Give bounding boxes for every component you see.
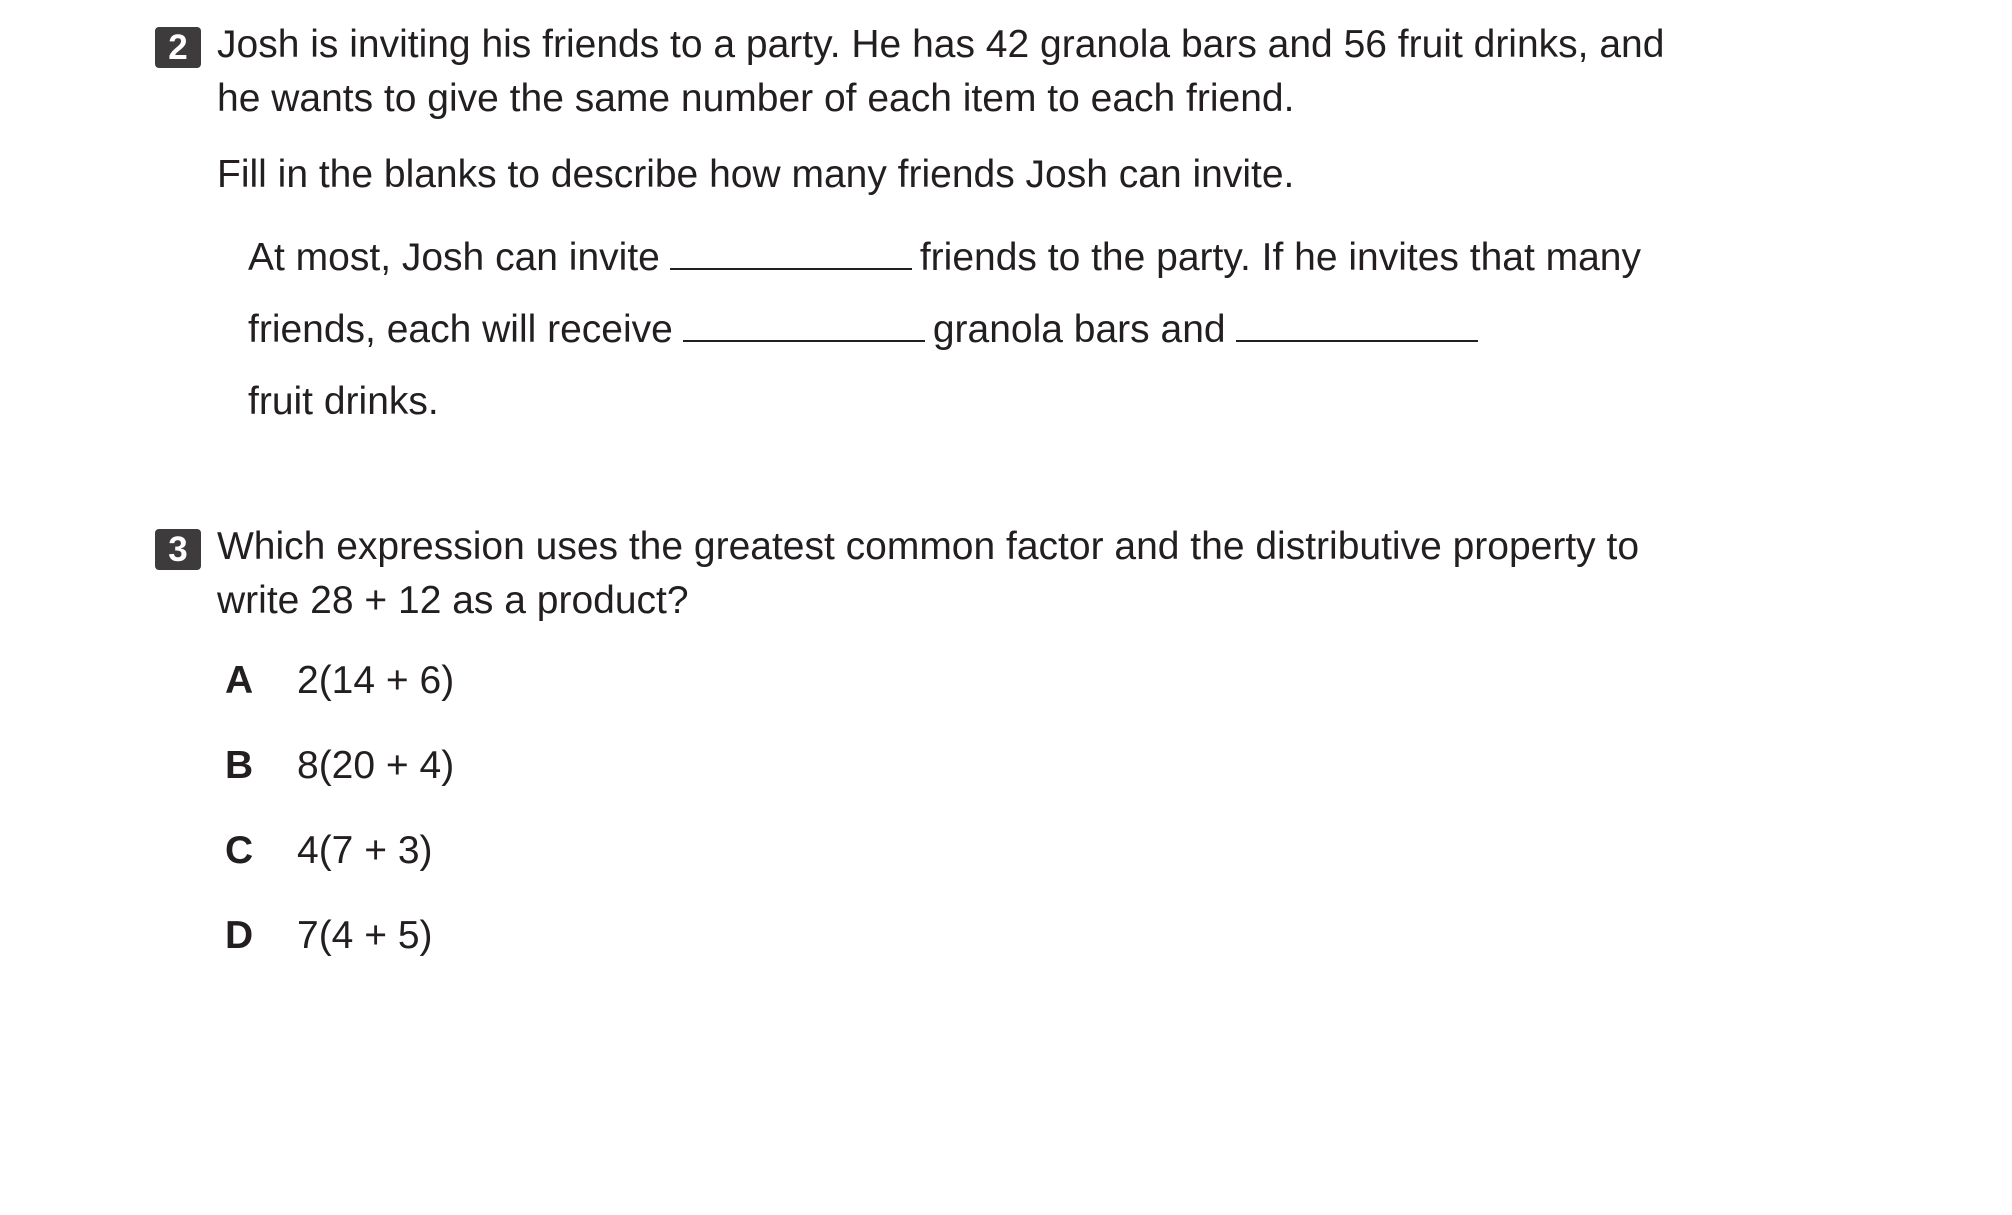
question-text: Which expression uses the greatest common factor and the distributive property to write 28 + 12 as a product? [217, 525, 1640, 622]
fill-text-2: friends to the party. If he invites that many friends, each will receive [248, 236, 1641, 351]
choice-text: 2(14 + 6) [297, 659, 455, 702]
answer-choice-b[interactable] [217, 739, 1715, 824]
choice-letter: A [225, 659, 254, 702]
choice-text: 4(7 + 3) [297, 829, 433, 872]
question-instruction: Fill in the blanks to describe how many friends Josh can invite. [217, 153, 1295, 196]
answer-choice-c[interactable] [217, 824, 1715, 909]
answer-choices [217, 654, 1715, 994]
answer-choice-a[interactable] [217, 654, 1715, 739]
fill-text-4: fruit drinks. [248, 380, 439, 423]
question-number-badge: 2 [155, 27, 201, 68]
choice-text: 7(4 + 5) [297, 914, 433, 957]
choice-letter: C [225, 829, 254, 872]
answer-choice-d[interactable] [217, 909, 1715, 994]
answer-blank-friends[interactable] [670, 267, 912, 270]
answer-blank-granola-bars[interactable] [683, 339, 925, 342]
fill-in-paragraph [248, 222, 1668, 438]
choice-letter: D [225, 914, 254, 957]
question-text: Josh is inviting his friends to a party. He has 42 granola bars and 56 fruit drinks, and he wants to give the same number of each item to each friend. [217, 23, 1665, 120]
fill-text-3: granola bars and [932, 308, 1226, 351]
question-number-badge: 3 [155, 529, 201, 570]
question-2 [155, 18, 1715, 438]
question-3 [155, 520, 1715, 994]
choice-text: 8(20 + 4) [297, 744, 455, 787]
fill-text-1: At most, Josh can invite [248, 236, 660, 279]
choice-letter: B [225, 744, 254, 787]
answer-blank-fruit-drinks[interactable] [1236, 339, 1478, 342]
